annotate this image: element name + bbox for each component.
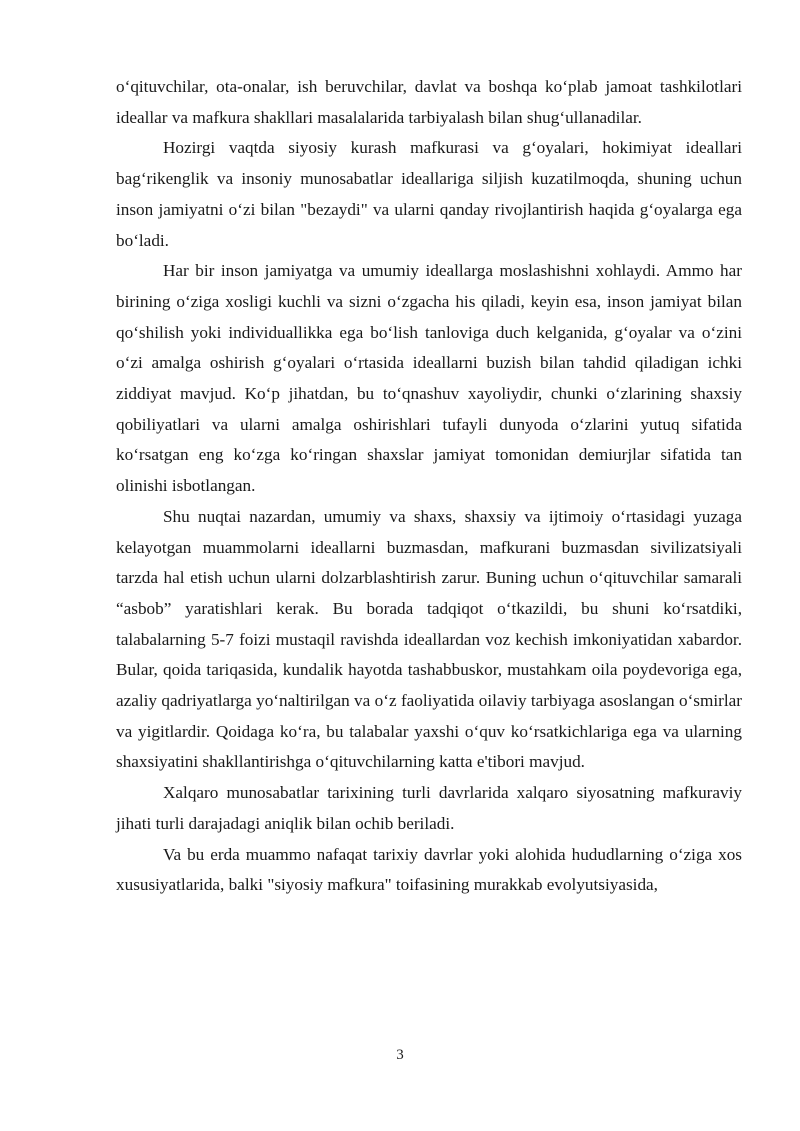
paragraph-1: o‘qituvchilar, ota-onalar, ish beruvchilar, davlat va boshqa ko‘plab jamoat tashkilotlari ideallar va mafkura shakllari masalalarida tarbiyalash bilan shug‘ullanadilar.	[116, 77, 742, 127]
paragraph-5: Xalqaro munosabatlar tarixining turli davrlarida xalqaro siyosatning mafkuraviy jihati turli darajadagi aniqlik bilan ochib beriladi.	[116, 783, 742, 833]
paragraph-3: Har bir inson jamiyatga va umumiy ideallarga moslashishni xohlaydi. Ammo har birining o‘ziga xosligi kuchli va sizni o‘zgacha his qiladi, keyin esa, inson jamiyat bilan qo‘shilish yoki individuallikka ega bo‘lish tanloviga duch kelganida, g‘oyalar va o‘zini o‘zi amalga oshirish g‘oyalari o‘rtasida ideallarni buzish bilan tahdid qiladigan ichki ziddiyat mavjud. Ko‘p jihatdan, bu to‘qnashuv xayoliydir, chunki o‘zlarining shaxsiy qobiliyatlari va ularni amalga oshirishlari tufayli dunyoda o‘zlarini yutuq sifatida ko‘rsatgan eng ko‘zga ko‘ringan shaxslar jamiyat tomonidan demiurjlar sifatida tan olinishi isbotlangan.	[116, 261, 742, 496]
page-number: 3	[396, 1047, 404, 1063]
paragraph-2: Hozirgi vaqtda siyosiy kurash mafkurasi va g‘oyalari, hokimiyat ideallari bag‘rikenglik va insoniy munosabatlar ideallariga siljish kuzatilmoqda, shuning uchun inson jamiyatni o‘zi bilan "bezaydi" va ularni qanday rivojlantirish haqida g‘oyalarga ega bo‘ladi.	[116, 138, 742, 250]
paragraph-6: Va bu erda muammo nafaqat tarixiy davrlar yoki alohida hududlarning o‘ziga xos xususiyatlarida, balki "siyosiy mafkura" toifasining murakkab evolyutsiyasida,	[116, 844, 742, 895]
document-page	[116, 72, 742, 901]
paragraph-4: Shu nuqtai nazardan, umumiy va shaxs, shaxsiy va ijtimoiy o‘rtasidagi yuzaga kelayotgan muammolarni ideallarni buzmasdan, mafkurani buzmasdan sivilizatsiyali tarzda hal etish uchun ularni dolzarblashtirish zarur. Buning uchun o‘qituvchilar samarali “asbob” yaratishlari kerak. Bu borada tadqiqot o‘tkazildi, bu shuni ko‘rsatdiki, talabalarning 5-7 foizi mustaqil ravishda ideallardan voz kechish imkoniyatidan xabardor. Bular, qoida tariqasida, kundalik hayotda tashabbuskor, mustahkam oila poydevoriga ega, azaliy qadriyatlarga yo‘naltirilgan va o‘z faoliyatida oilaviy tarbiyaga asoslangan o‘smirlar va yigitlardir. Qoidaga ko‘ra, bu talabalar yaxshi o‘quv ko‘rsatkichlariga ega va ularning shaxsiyatini shakllantirishga o‘qituvchilarning katta e'tibori mavjud.	[116, 506, 742, 772]
